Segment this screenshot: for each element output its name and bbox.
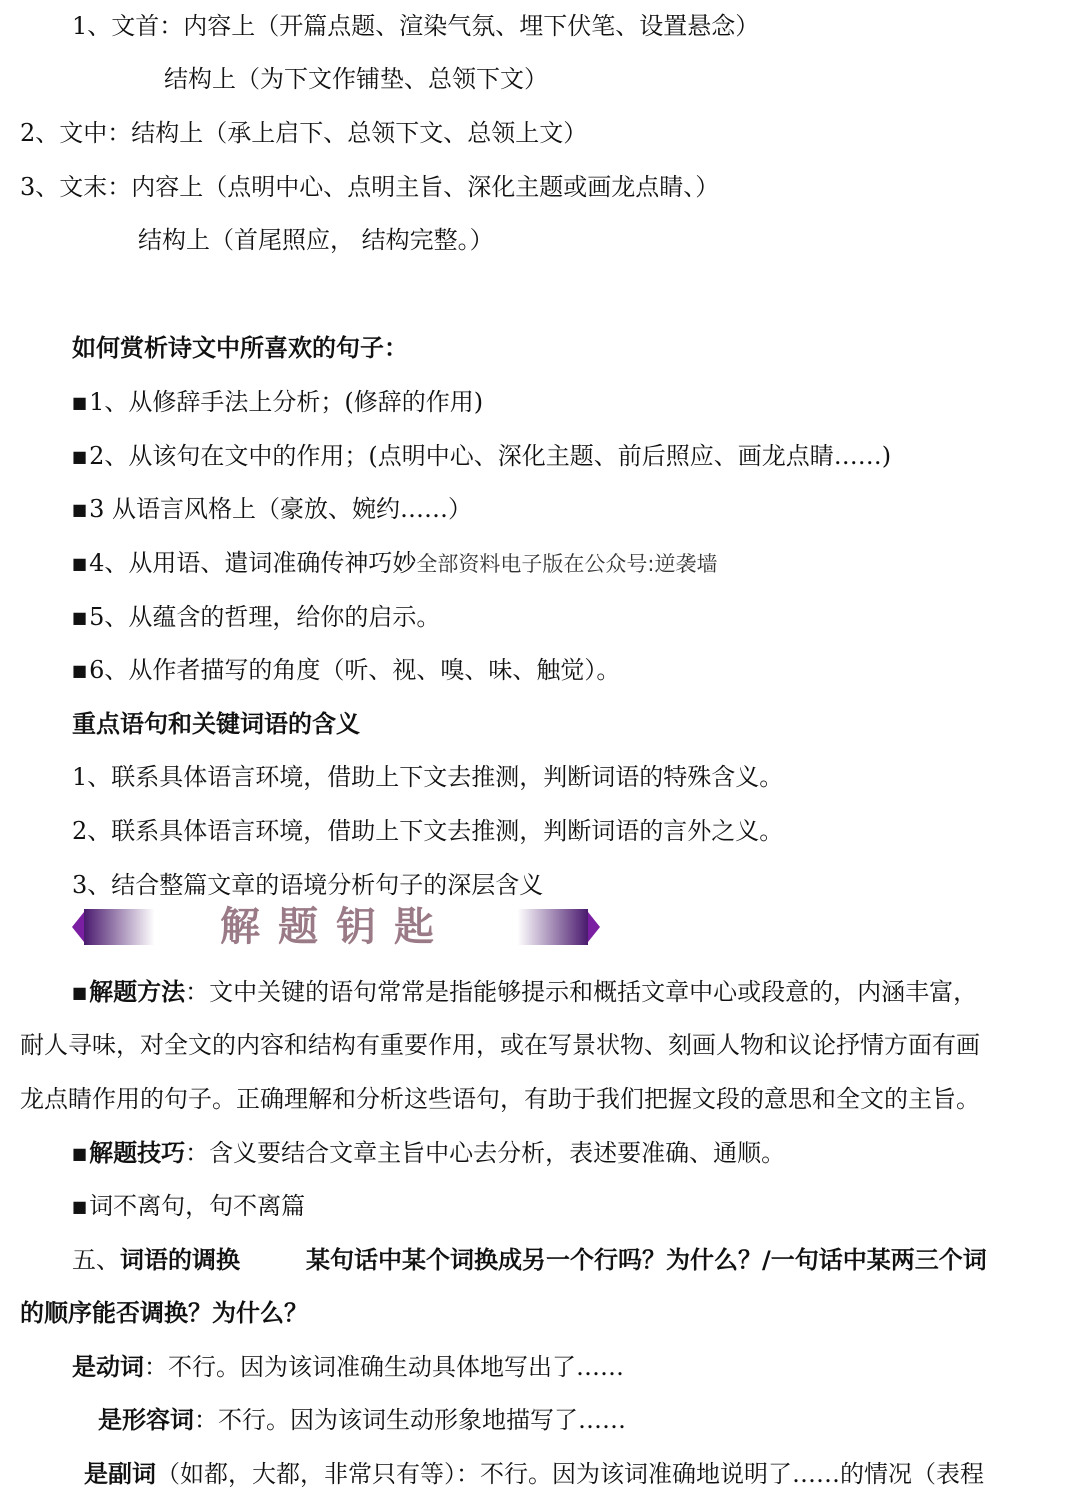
paragraph-line bbox=[98, 1404, 626, 1436]
list-item-text: 1、从修辞手法上分析；(修辞的作用) bbox=[89, 388, 484, 416]
list-item bbox=[72, 493, 472, 526]
section-heading: 重点语句和关键词语的含义 bbox=[72, 710, 360, 738]
rule-text: 词不离句，句不离篇 bbox=[89, 1192, 306, 1220]
text-line: 1、文首：内容上（开篇点题、渲染气氛、埋下伏笔、设置悬念） bbox=[72, 12, 760, 40]
question-text: 某句话中某个词换成另一个行吗？为什么？/一句话中某两三个词 bbox=[306, 1246, 987, 1274]
bullet-square-icon: ■ bbox=[72, 500, 88, 519]
bullet-square-icon: ■ bbox=[72, 554, 88, 573]
paragraph-line bbox=[72, 1190, 305, 1223]
text-line: 结构上（为下文作铺垫、总领下文） bbox=[164, 65, 548, 93]
list-item-text: 3 从语言风格上（豪放、婉约……） bbox=[89, 495, 473, 523]
banner-bracket-right-icon bbox=[588, 912, 600, 942]
list-item bbox=[72, 547, 717, 580]
bullet-square-icon: ■ bbox=[72, 1144, 88, 1163]
section-heading bbox=[72, 1244, 987, 1276]
bullet-square-icon: ■ bbox=[72, 447, 88, 466]
method-label: 解题方法 bbox=[89, 978, 186, 1006]
text-line: 结构上（首尾照应， 结构完整。） bbox=[138, 226, 494, 254]
bullet-square-icon: ■ bbox=[72, 1197, 88, 1216]
paragraph-text: ：不行。因为该词生动形象地描写了…… bbox=[194, 1406, 626, 1434]
paragraph-text: ：含义要结合文章主旨中心去分析，表述要准确、通顺。 bbox=[185, 1139, 786, 1167]
adv-label: 是副词 bbox=[84, 1460, 156, 1488]
paragraph-line bbox=[84, 1458, 984, 1490]
banner-body bbox=[84, 903, 588, 950]
question-text: 的顺序能否调换？为什么？ bbox=[20, 1299, 308, 1327]
watermark-text: 全部资料电子版在公众号:逆袭墙 bbox=[416, 552, 718, 576]
list-item-text: 5、从蕴含的哲理，给你的启示。 bbox=[89, 603, 441, 631]
list-item: 3、结合整篇文章的语境分析句子的深层含义 bbox=[72, 871, 544, 899]
section-title: 词语的调换 bbox=[120, 1246, 240, 1274]
paragraph-text: ：不行。因为该词准确生动具体地写出了…… bbox=[144, 1353, 624, 1381]
bullet-square-icon: ■ bbox=[72, 661, 88, 680]
banner-bracket-left-icon bbox=[72, 912, 84, 942]
section-number: 五、 bbox=[72, 1246, 120, 1274]
section-banner bbox=[72, 904, 600, 950]
paragraph-text: ：文中关键的语句常常是指能够提示和概括文章中心或段意的，内涵丰富， bbox=[185, 978, 978, 1006]
list-item-text: 2、从该句在文中的作用；(点明中心、深化主题、前后照应、画龙点睛……) bbox=[89, 442, 892, 470]
text-line: 2、文中：结构上（承上启下、总领下文、总领上文） bbox=[20, 119, 588, 147]
bullet-square-icon: ■ bbox=[72, 608, 88, 627]
list-item bbox=[72, 440, 891, 473]
list-item-text: 6、从作者描写的角度（听、视、嗅、味、触觉）。 bbox=[89, 656, 621, 684]
bullet-square-icon: ■ bbox=[72, 983, 88, 1002]
list-item bbox=[72, 654, 620, 687]
adj-label: 是形容词 bbox=[98, 1406, 194, 1434]
skill-label: 解题技巧 bbox=[89, 1139, 186, 1167]
paragraph-line bbox=[72, 1137, 785, 1170]
paragraph-line: 龙点睛作用的句子。正确理解和分析这些语句，有助于我们把握文段的意思和全文的主旨。 bbox=[20, 1085, 980, 1113]
list-item: 1、联系具体语言环境，借助上下文去推测，判断词语的特殊含义。 bbox=[72, 763, 784, 791]
verb-label: 是动词 bbox=[72, 1353, 144, 1381]
list-item: 2、联系具体语言环境，借助上下文去推测，判断词语的言外之义。 bbox=[72, 817, 784, 845]
list-item bbox=[72, 601, 440, 634]
paragraph-line bbox=[72, 976, 977, 1009]
paragraph-line: 耐人寻味，对全文的内容和结构有重要作用，或在写景状物、刻画人物和议论抒情方面有画 bbox=[20, 1031, 980, 1059]
list-item bbox=[72, 386, 483, 419]
text-line: 3、文末：内容上（点明中心、点明主旨、深化主题或画龙点睛、） bbox=[20, 173, 720, 201]
list-item-text: 4、从用语、遣词准确传神巧妙 bbox=[89, 549, 417, 577]
paragraph-text: （如都，大都，非常只有等）：不行。因为该词准确地说明了……的情况（表程 bbox=[156, 1460, 984, 1488]
bullet-square-icon: ■ bbox=[72, 393, 88, 412]
banner-title: 解题钥匙 bbox=[220, 903, 452, 950]
section-heading: 如何赏析诗文中所喜欢的句子： bbox=[72, 334, 408, 362]
paragraph-line bbox=[72, 1351, 624, 1383]
